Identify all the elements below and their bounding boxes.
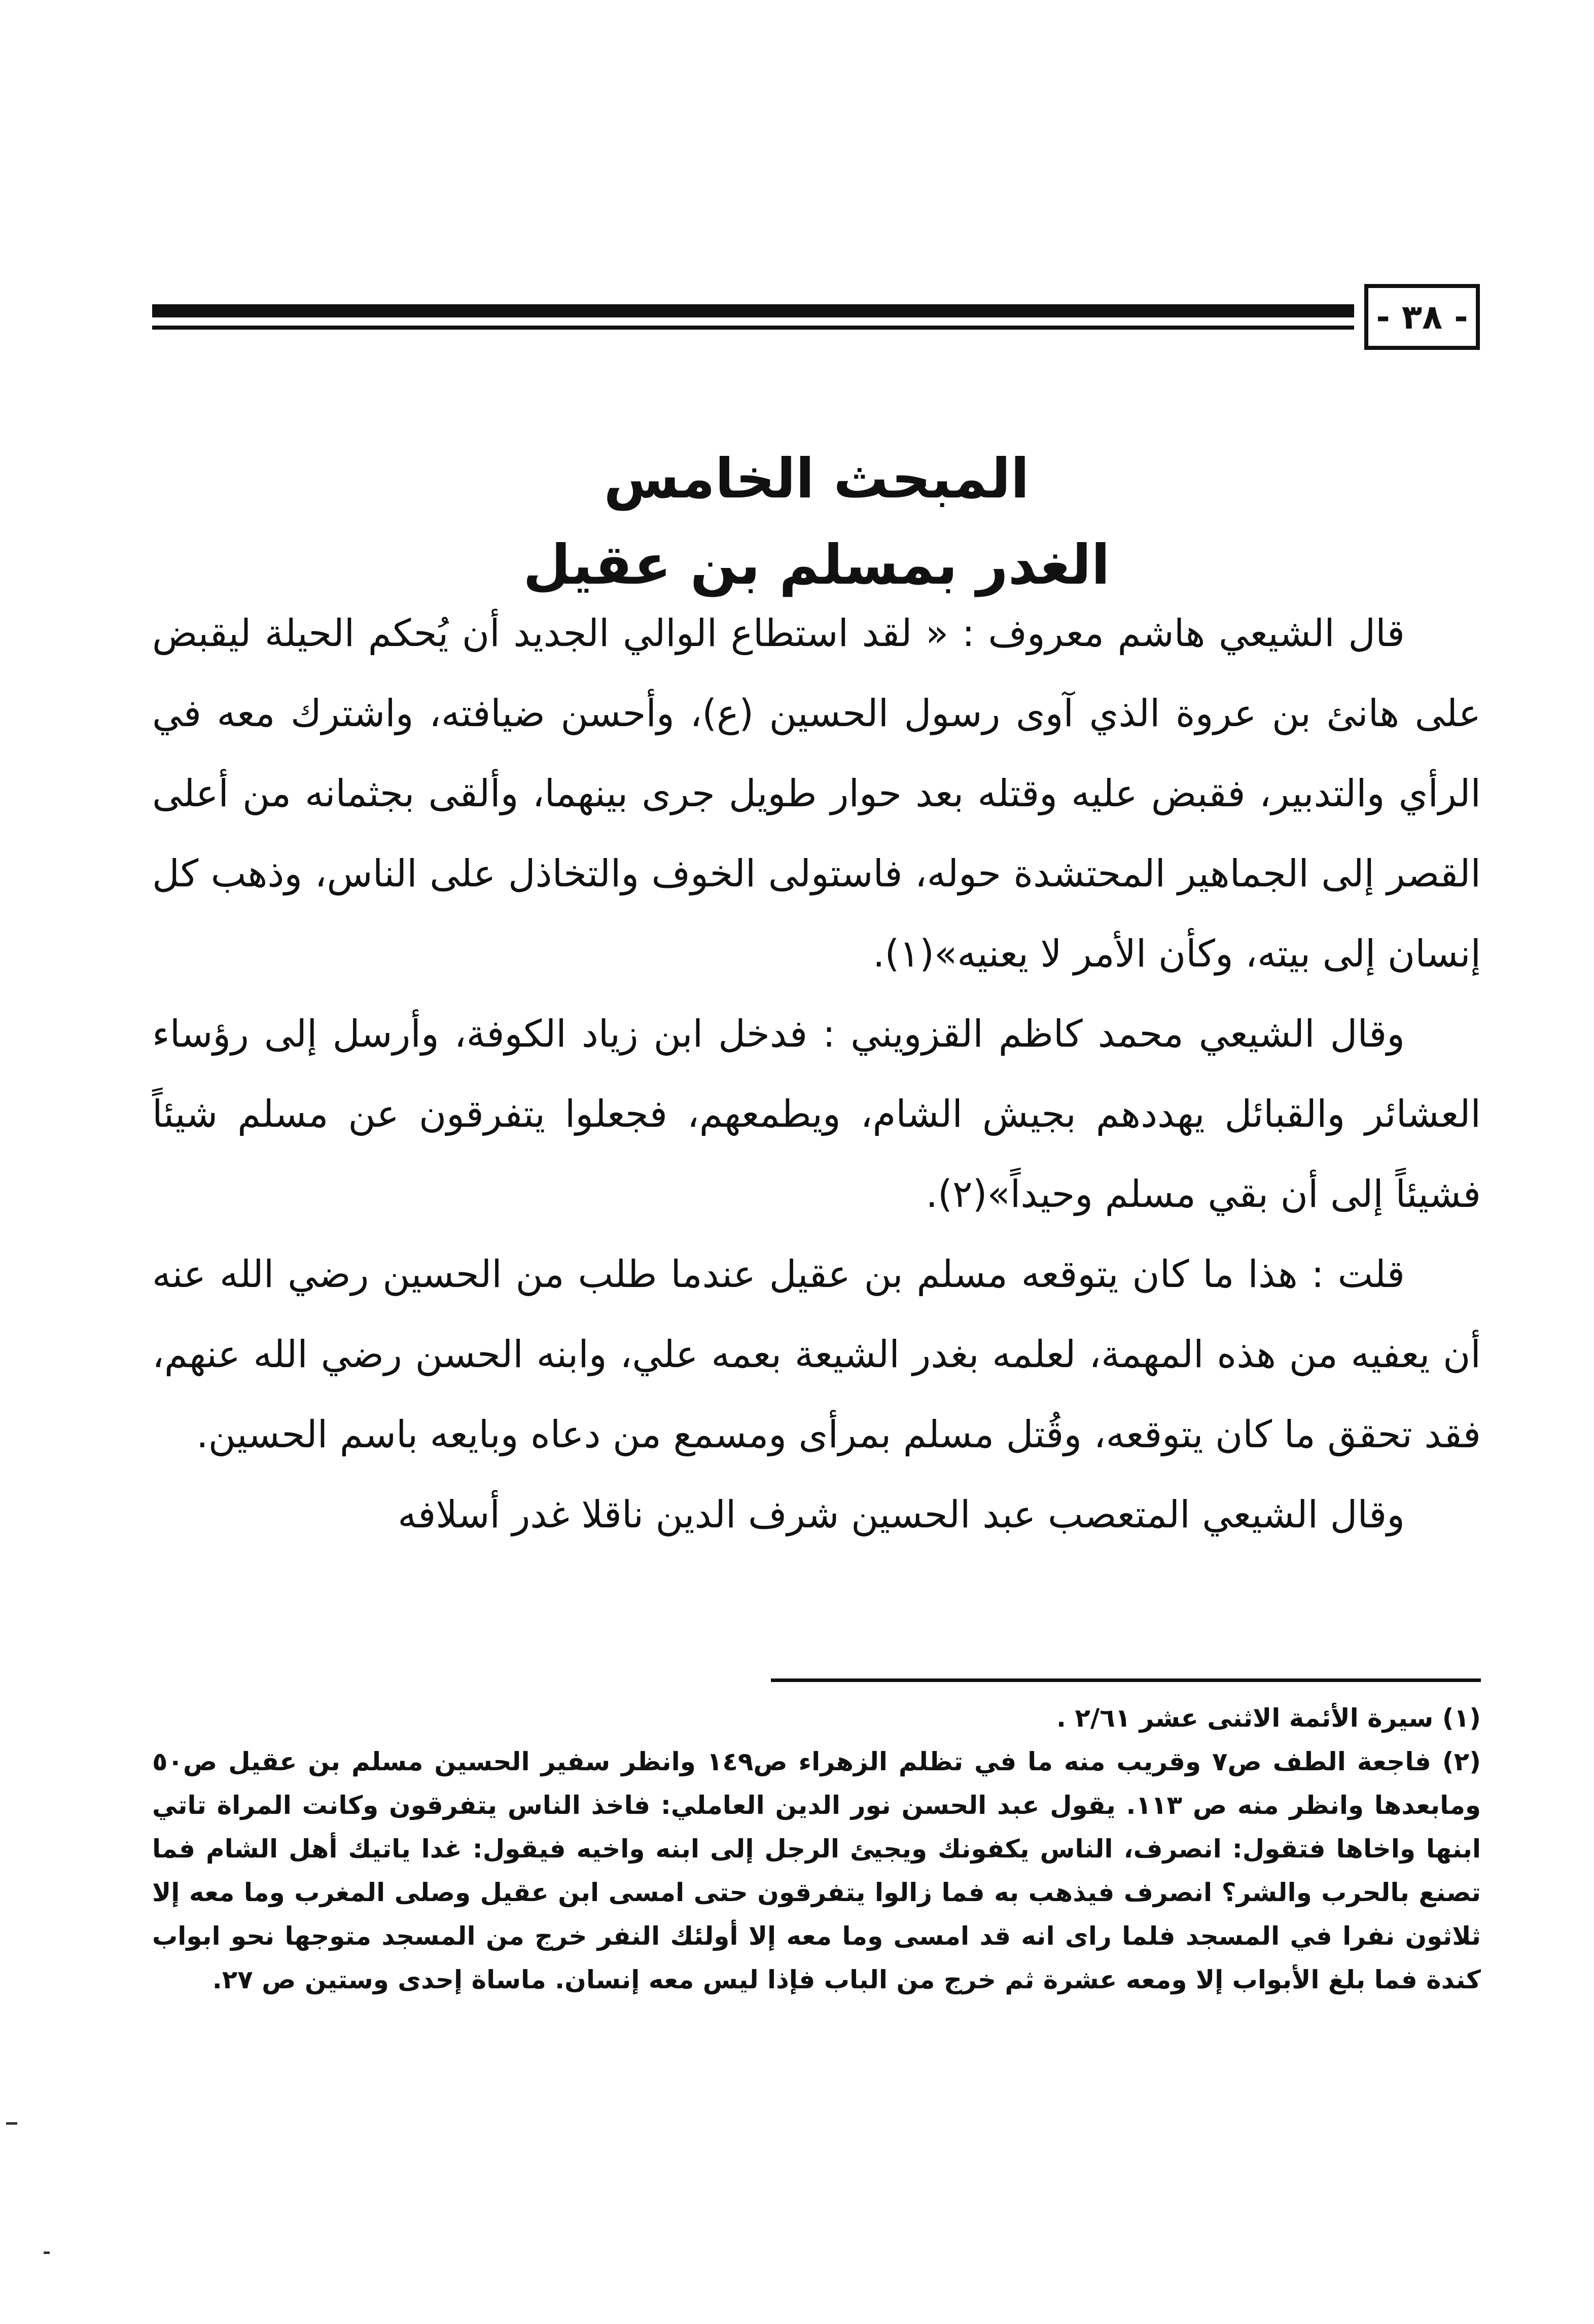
- body-text: [152, 593, 1481, 1555]
- paragraph: قال الشيعي هاشم معروف : « لقد استطاع الوالي الجديد أن يُحكم الحيلة ليقبض على هانئ بن عروة الذي آوى رسول الحسين (ع)، وأحسن ضيافته، واشترك معه في الرأي والتدبير، فقبض عليه وقتله بعد حوار طويل جرى بينهما، وألقى بجثمانه من أعلى القصر إلى الجماهير المحتشدة حوله، فاستولى الخوف والتخاذل على الناس، وذهب كل إنسان إلى بيته، وكأن الأمر لا يعنيه»(١).: [152, 612, 1481, 976]
- section-subtitle: الغدر بمسلم بن عقيل: [523, 533, 1110, 597]
- section-title: المبحث الخامس: [604, 447, 1030, 511]
- paragraph: وقال الشيعي محمد كاظم القزويني : فدخل ابن زياد الكوفة، وأرسل إلى رؤساء العشائر والقبائل يهددهم بجيش الشام، ويطمعهم، فجعلوا يتفرقون عن مسلم شيئاً فشيئاً إلى أن بقي مسلم وحيداً»(٢).: [152, 1012, 1481, 1216]
- footnote: (١) سيرة الأئمة الاثنى عشر ٢/٦١ .: [1056, 1703, 1481, 1733]
- header-rule-thick: [152, 304, 1354, 317]
- scan-speck: [44, 2251, 50, 2254]
- title-block: [152, 436, 1481, 609]
- paragraph: وقال الشيعي المتعصب عبد الحسين شرف الدين ناقلا غدر أسلافه: [398, 1493, 1405, 1536]
- scan-speck: [6, 2122, 17, 2125]
- page-number: - ٣٨ -: [1364, 284, 1480, 350]
- header-rule-thin: [152, 326, 1354, 330]
- footnotes: [152, 1696, 1481, 2001]
- paragraph: قلت : هذا ما كان يتوقعه مسلم بن عقيل عندما طلب من الحسين رضي الله عنه أن يعفيه من هذه المهمة، لعلمه بغدر الشيعة بعمه علي، وابنه الحسن رضي الله عنهم، فقد تحقق ما كان يتوقعه، وقُتل مسلم بمرأى ومسمع من دعاه وبايعه باسم الحسين.: [152, 1253, 1481, 1456]
- header-rule: [152, 304, 1354, 330]
- footnote: (٢) فاجعة الطف ص٧ وقريب منه ما في تظلم الزهراء ص١٤٩ وانظر سفير الحسين مسلم بن عقيل ص٥٠ ومابعدها وانظر منه ص ١١٣. يقول عبد الحسن نور الدين العاملي: فاخذ الناس يتفرقون وكانت المراة تاتي ابنها واخاها فتقول: انصرف، الناس يكفونك ويجيئ الرجل إلى ابنه واخيه فيقول: غدا ياتيك أهل الشام فما تصنع بالحرب والشر؟ انصرف فيذهب به فما زالوا يتفرقون حتى امسى ابن عقيل وصلى المغرب وما معه إلا ثلاثون نفرا في المسجد فلما راى انه قد امسى وما معه إلا أولئك النفر خرج من المسجد متوجها نحو ابواب كندة فما بلغ الأبواب إلا ومعه عشرة ثم خرج من الباب فإذا ليس معه إنسان. ماساة إحدى وستين ص ٢٧.: [152, 1747, 1481, 1994]
- footnote-separator: [771, 1678, 1481, 1682]
